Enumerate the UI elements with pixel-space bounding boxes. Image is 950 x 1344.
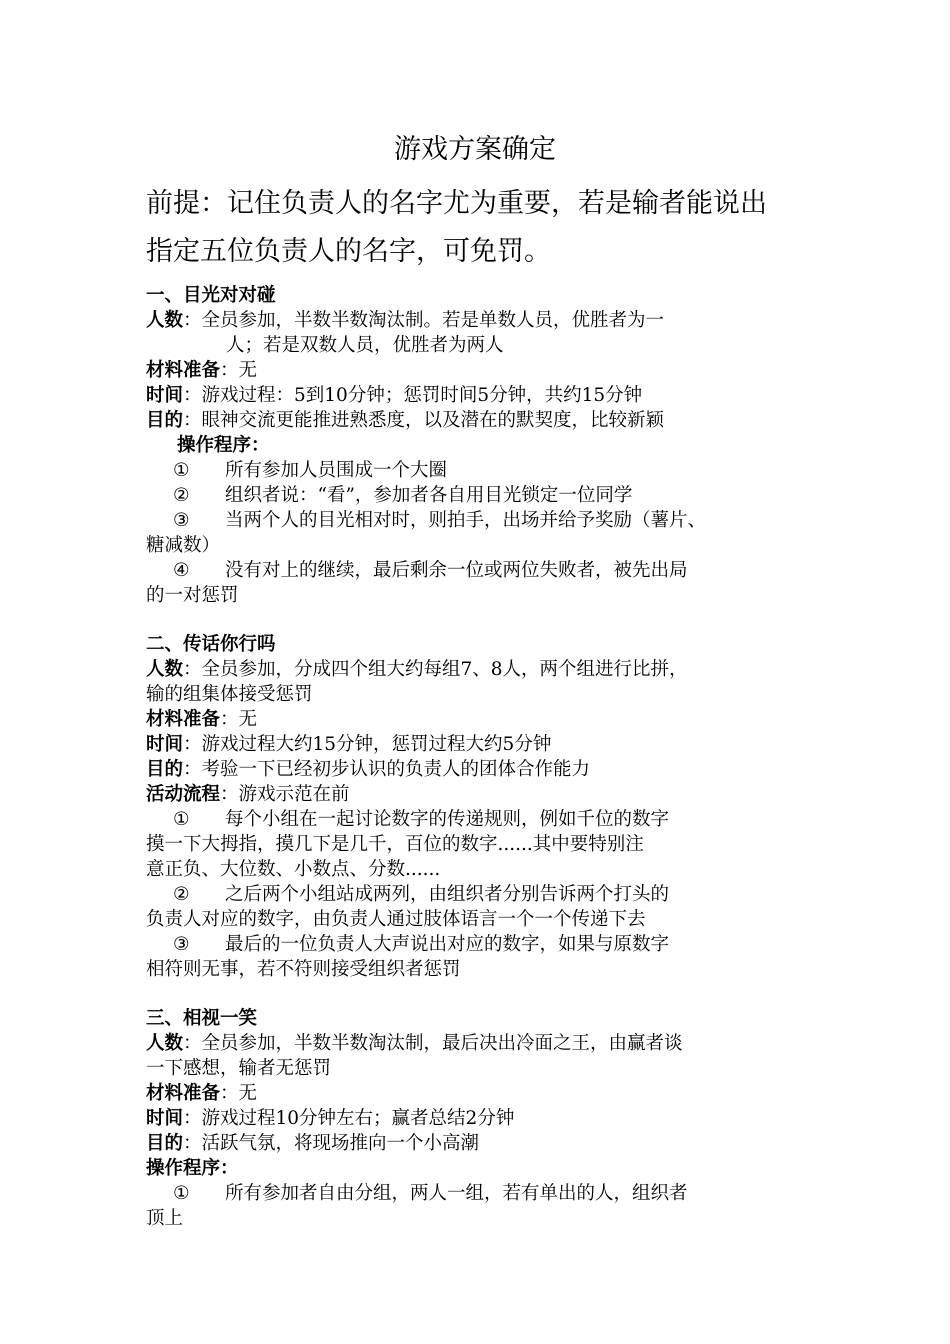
section-2-people-cont: 输的组集体接受惩罚 xyxy=(146,684,313,705)
step-number: ② xyxy=(173,485,190,506)
material-label: 材料准备 xyxy=(146,709,221,730)
section-1-step-3-cont: 糖减数） xyxy=(146,535,221,556)
people-text: ：全员参加，半数半数淘汰制。若是单数人员，优胜者为一 xyxy=(183,310,665,331)
time-label: 时间 xyxy=(146,1108,184,1129)
section-3-time xyxy=(146,1106,826,1131)
section-1-step-1 xyxy=(173,458,853,483)
time-text: ：游戏过程10分钟左右；赢者总结2分钟 xyxy=(183,1108,515,1129)
material-label: 材料准备 xyxy=(146,1083,221,1104)
time-label: 时间 xyxy=(146,385,184,406)
material-label: 材料准备 xyxy=(146,360,221,381)
step-text: 当两个人的目光相对时，则拍手，出场并给予奖励（薯片、 xyxy=(225,510,707,531)
section-2-time xyxy=(146,732,826,757)
step-text: 所有参加人员围成一个大圈 xyxy=(225,460,448,481)
step-text: 所有参加者自由分组，两人一组，若有单出的人，组织者 xyxy=(225,1183,688,1204)
section-1-step-4 xyxy=(173,558,853,583)
section-1-step-3 xyxy=(173,508,853,533)
people-text: ：全员参加，分成四个组大约每组7、8人，两个组进行比拼， xyxy=(183,659,688,680)
goal-label: 目的 xyxy=(146,1133,184,1154)
section-3-heading: 三、相视一笑 xyxy=(146,1008,258,1029)
flow-text: ：游戏示范在前 xyxy=(220,784,350,805)
section-2-step-1-cont: 摸一下大拇指，摸几下是几千，百位的数字......其中要特别注 xyxy=(146,834,644,855)
step-number: ③ xyxy=(173,510,190,531)
section-2-flow xyxy=(146,782,826,807)
step-text: 之后两个小组站成两列，由组织者分别告诉两个打头的 xyxy=(225,884,670,905)
section-2-people xyxy=(146,657,826,682)
step-number: ③ xyxy=(173,934,190,955)
section-1-material xyxy=(146,358,826,383)
section-2-goal xyxy=(146,757,826,782)
section-1-goal xyxy=(146,408,826,433)
goal-text: ：眼神交流更能推进熟悉度，以及潜在的默契度，比较新颖 xyxy=(183,410,665,431)
step-text: 最后的一位负责人大声说出对应的数字，如果与原数字 xyxy=(225,934,670,955)
material-text: ：无 xyxy=(220,1083,258,1104)
section-2-heading: 二、传话你行吗 xyxy=(146,634,276,655)
step-number: ① xyxy=(173,460,190,481)
section-3-step-1 xyxy=(173,1181,853,1206)
premise-line-1: 前提：记住负责人的名字尤为重要，若是输者能说出 xyxy=(146,188,767,219)
material-text: ：无 xyxy=(220,360,258,381)
people-text: ：全员参加，半数半数淘汰制，最后决出冷面之王，由赢者谈 xyxy=(183,1033,683,1054)
time-text: ：游戏过程：5到10分钟；惩罚时间5分钟，共约15分钟 xyxy=(183,385,643,406)
goal-label: 目的 xyxy=(146,410,184,431)
section-1-people xyxy=(146,308,826,333)
section-1-procedure-label: 操作程序： xyxy=(177,435,270,456)
section-1-people-cont: 人；若是双数人员，优胜者为两人 xyxy=(226,335,504,356)
section-2-step-3 xyxy=(173,932,853,957)
step-text: 组织者说：“看”，参加者各自用目光锁定一位同学 xyxy=(225,485,633,506)
section-2-step-1 xyxy=(173,807,853,832)
premise-line-2: 指定五位负责人的名字，可免罚。 xyxy=(146,236,551,267)
section-3-material xyxy=(146,1081,826,1106)
section-2-step-2-cont: 负责人对应的数字，由负责人通过肢体语言一个一个传递下去 xyxy=(146,909,646,930)
people-label: 人数 xyxy=(146,1033,184,1054)
step-number: ① xyxy=(173,1183,190,1204)
section-3-goal xyxy=(146,1131,826,1156)
goal-text: ：考验一下已经初步认识的负责人的团体合作能力 xyxy=(183,759,591,780)
document-title: 游戏方案确定 xyxy=(394,134,556,165)
section-1-step-2 xyxy=(173,483,853,508)
section-2-step-2 xyxy=(173,882,853,907)
section-2-step-3-cont: 相符则无事，若不符则接受组织者惩罚 xyxy=(146,959,461,980)
flow-label: 活动流程 xyxy=(146,784,221,805)
goal-label: 目的 xyxy=(146,759,184,780)
section-3-procedure-label: 操作程序： xyxy=(146,1158,239,1179)
section-1-heading: 一、目光对对碰 xyxy=(146,285,276,306)
people-label: 人数 xyxy=(146,659,184,680)
step-number: ④ xyxy=(173,560,190,581)
people-label: 人数 xyxy=(146,310,184,331)
goal-text: ：活跃气氛，将现场推向一个小高潮 xyxy=(183,1133,480,1154)
step-text: 没有对上的继续，最后剩余一位或两位失败者，被先出局 xyxy=(225,560,688,581)
section-1-step-4-cont: 的一对惩罚 xyxy=(146,585,239,606)
section-1-time xyxy=(146,383,826,408)
time-text: ：游戏过程大约15分钟，惩罚过程大约5分钟 xyxy=(183,734,552,755)
section-2-material xyxy=(146,707,826,732)
section-3-people-cont: 一下感想，输者无惩罚 xyxy=(146,1058,332,1079)
section-3-people xyxy=(146,1031,826,1056)
material-text: ：无 xyxy=(220,709,258,730)
time-label: 时间 xyxy=(146,734,184,755)
step-number: ② xyxy=(173,884,190,905)
section-3-step-1-cont: 顶上 xyxy=(146,1208,184,1229)
section-2-step-1-cont-2: 意正负、大位数、小数点、分数...... xyxy=(146,859,441,880)
step-text: 每个小组在一起讨论数字的传递规则，例如千位的数字 xyxy=(225,809,670,830)
step-number: ① xyxy=(173,809,190,830)
